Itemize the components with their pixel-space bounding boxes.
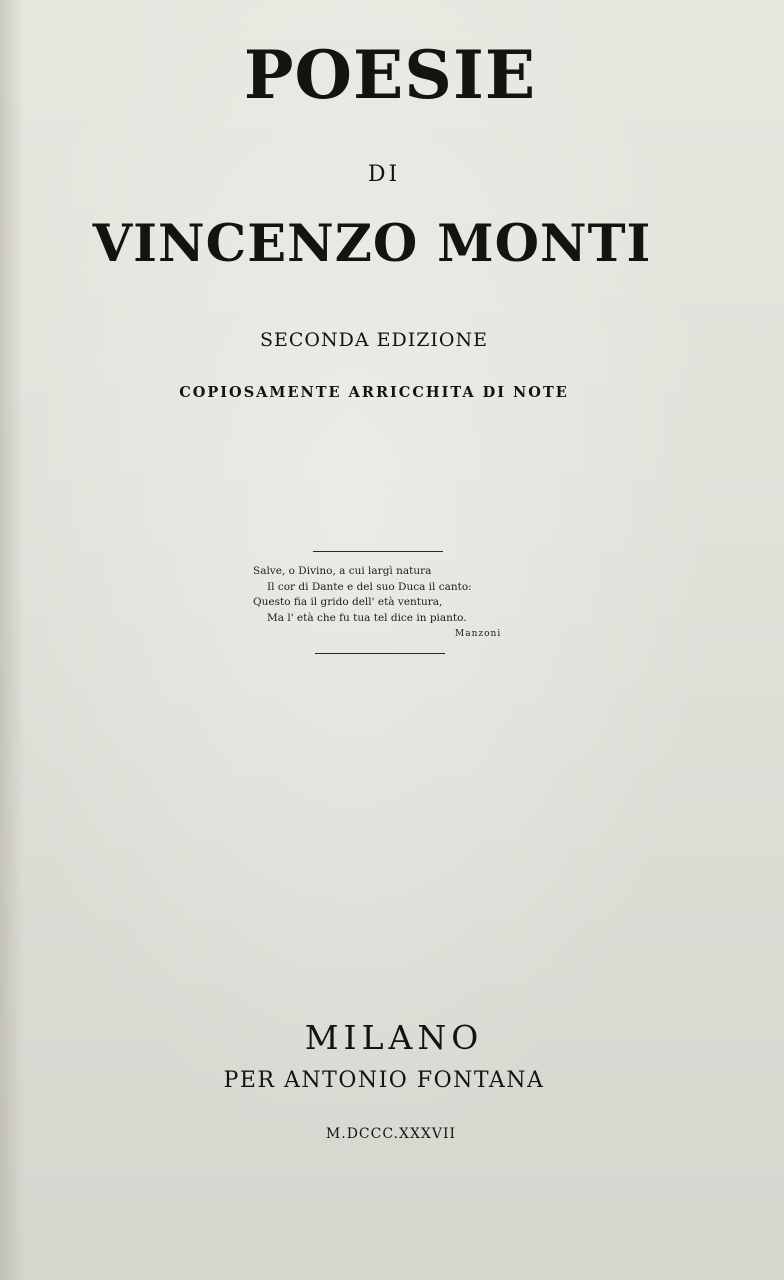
imprint-year: M.DCCC.XXXVII [325,1126,457,1142]
imprint-city: MILANO [304,1018,484,1057]
epigraph-line: Salve, o Divino, a cui largì natura [253,565,432,577]
edition-subtitle: COPIOSAMENTE ARRICCHITA DI NOTE [179,384,569,401]
epigraph-rule-top [313,551,443,552]
epigraph-rule-bottom [315,653,445,654]
epigraph-line: Questo fia il grido dell' età ventura, [253,596,443,608]
epigraph-attribution: Manzoni [455,629,502,639]
imprint-publisher: PER ANTONIO FONTANA [223,1068,545,1093]
epigraph-line: Il cor di Dante e del suo Duca il canto: [267,580,472,593]
book-title: POESIE [243,36,537,114]
by-label: DI [367,162,401,187]
author-name: VINCENZO MONTI [92,214,652,274]
epigraph-line: Ma l' età che fu tua tel dice in pianto. [267,611,467,624]
edition-label: SECONDA EDIZIONE [259,329,488,351]
epigraph [250,564,530,626]
